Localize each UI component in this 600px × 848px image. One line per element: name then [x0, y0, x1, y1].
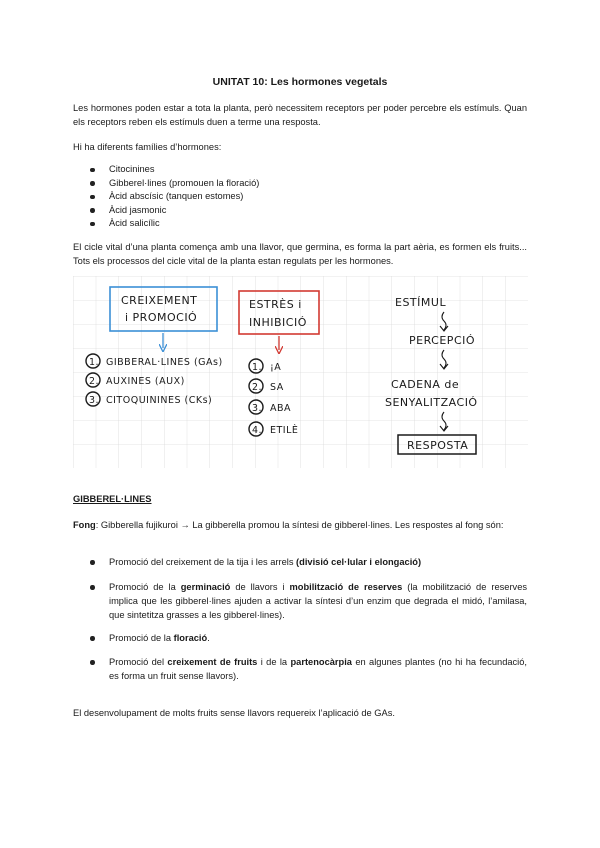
item-bold: creixement de fruits [167, 657, 258, 667]
list-item [73, 631, 527, 645]
fungus-label: Fong [73, 520, 96, 530]
item-text: (la mobilització de reserves implica que les gibberel·lines ajuden a activar la síntesi d’un enzim que degrada el midó, l’amilasa, que sintetitza grasses a les gibberel·lines). [109, 582, 528, 621]
list-item: Citocinines [73, 163, 527, 177]
stress-box-line1: ESTRÈS i [249, 298, 302, 311]
flow-cascade-2: SENYALITZACIÓ [385, 396, 478, 409]
list-item [73, 555, 527, 569]
stress-num: 4. [252, 425, 263, 436]
list-item [73, 580, 527, 623]
families-list [73, 163, 527, 231]
list-item: Àcid salicílic [73, 217, 527, 231]
list-item: Àcid abscísic (tanquen estomes) [73, 190, 527, 204]
item-text: Promoció del creixement de la tija i les arrels [109, 557, 297, 567]
list-item [73, 655, 527, 683]
stress-item: SA [270, 382, 284, 393]
families-intro: Hi ha diferents famílies d’hormones: [73, 142, 222, 152]
hormones-diagram [73, 276, 528, 468]
growth-item: CITOQUININES (CKs) [106, 395, 213, 406]
stress-item: ETILÈ [270, 425, 299, 436]
growth-box-line2: i PROMOCIÓ [125, 311, 198, 324]
item-bold: mobilització de reserves [289, 582, 403, 592]
stress-item: ¡A [270, 362, 282, 373]
closing-paragraph: El desenvolupament de molts fruits sense llavors requereix l’aplicació de GAs. [73, 708, 395, 718]
growth-item: GIBBERAL·LINES (GAs) [106, 357, 223, 368]
item-text: de llavors i [230, 582, 290, 592]
item-text: en algunes plantes (no hi ha fecundació, es forma un fruit sense llavors). [109, 657, 527, 682]
item-bold: partenocàrpia [290, 657, 352, 667]
item-text: . [207, 633, 210, 643]
item-bold: germinació [180, 582, 231, 592]
page-title: UNITAT 10: Les hormones vegetals [212, 76, 388, 88]
fungus-text: : Gibberella fujikuroi → La gibberella promou la síntesi de gibberel·lines. Les respostes al fong són: [95, 520, 504, 530]
stress-num: 2. [252, 382, 263, 393]
stress-num: 1. [252, 362, 263, 373]
list-item: Àcid jasmonic [73, 204, 527, 218]
list-item: Gibberel·lines (promouen la floració) [73, 177, 527, 191]
flow-cascade-1: CADENA de [391, 378, 460, 391]
flow-perception: PERCEPCIÓ [409, 334, 476, 347]
stress-item: ABA [270, 403, 292, 414]
flow-response: RESPOSTA [407, 439, 469, 452]
item-bold: floració [173, 633, 208, 643]
stress-box-line2: INHIBICIÓ [249, 316, 307, 329]
fungus-paragraph [73, 518, 527, 532]
growth-box-line1: CREIXEMENT [121, 294, 198, 307]
stress-num: 3. [252, 403, 263, 414]
growth-num: 1. [89, 357, 100, 368]
item-bold: (divisió cel·lular i elongació) [296, 557, 422, 567]
item-text: Promoció de la [109, 633, 174, 643]
cycle-paragraph: El cicle vital d’una planta comença amb una llavor, que germina, es forma la part aèria, es formen els fruits... Tots els processos del cicle vital de la planta estan regulats per les hormones. [73, 242, 527, 266]
gibberellins-heading: GIBBEREL·LINES [73, 494, 152, 504]
item-text: Promoció del [109, 657, 168, 667]
growth-num: 2. [89, 376, 100, 387]
item-text: Promoció de la [109, 582, 181, 592]
intro-paragraph: Les hormones poden estar a tota la planta, però necessitem receptors per poder percebre els estímuls. Quan els receptors reben els estímuls duen a terme una resposta. [73, 103, 527, 127]
growth-num: 3. [89, 395, 100, 406]
flow-stimulus: ESTÍMUL [395, 296, 447, 309]
growth-item: AUXINES (AUX) [106, 376, 185, 387]
item-text: i de la [257, 657, 291, 667]
